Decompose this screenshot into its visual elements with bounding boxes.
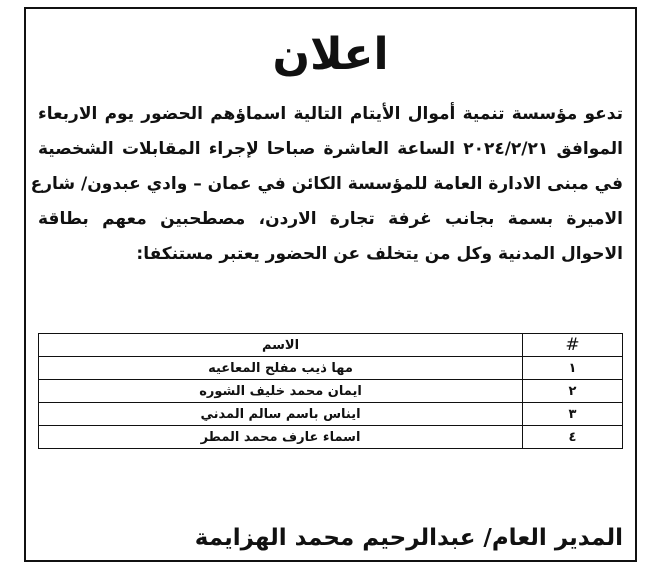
table-header-row [39,334,623,357]
body-line: تدعو مؤسسة تنمية أموال الأيتام التالية اسماؤهم الحضور يوم الاربعاء [38,104,623,124]
row-name: ايناس باسم سالم المدني [39,403,523,426]
row-number: ٢ [523,380,623,403]
table-row [39,403,623,426]
table-row [39,357,623,380]
body-line: الاميرة بسمة بجانب غرفة تجارة الاردن، مصطحبين معهم بطاقة [38,209,623,229]
body-line: الموافق ٢٠٢٤/٢/٢١ الساعة العاشرة صباحا لإجراء المقابلات الشخصية [38,139,623,159]
name-column-header: الاسم [39,334,523,357]
number-column-header: # [523,334,623,357]
row-number: ٣ [523,403,623,426]
row-name: ايمان محمد خليف الشوره [39,380,523,403]
table-row [39,426,623,449]
names-table [38,333,623,449]
announcement-title: اعلان [272,29,389,80]
signature: المدير العام/ عبدالرحيم محمد الهزايمة [194,525,623,551]
body-line: في مبنى الادارة العامة للمؤسسة الكائن في عمان – وادي عبدون/ شارع [30,174,623,194]
announcement-frame [24,7,637,562]
row-number: ١ [523,357,623,380]
table-row [39,380,623,403]
announcement-body [30,97,623,272]
row-name: اسماء عارف محمد المطر [39,426,523,449]
row-name: مها ذيب مفلح المعاعيه [39,357,523,380]
body-line: الاحوال المدنية وكل من يتخلف عن الحضور يعتبر مستنكفا: [136,244,623,264]
row-number: ٤ [523,426,623,449]
